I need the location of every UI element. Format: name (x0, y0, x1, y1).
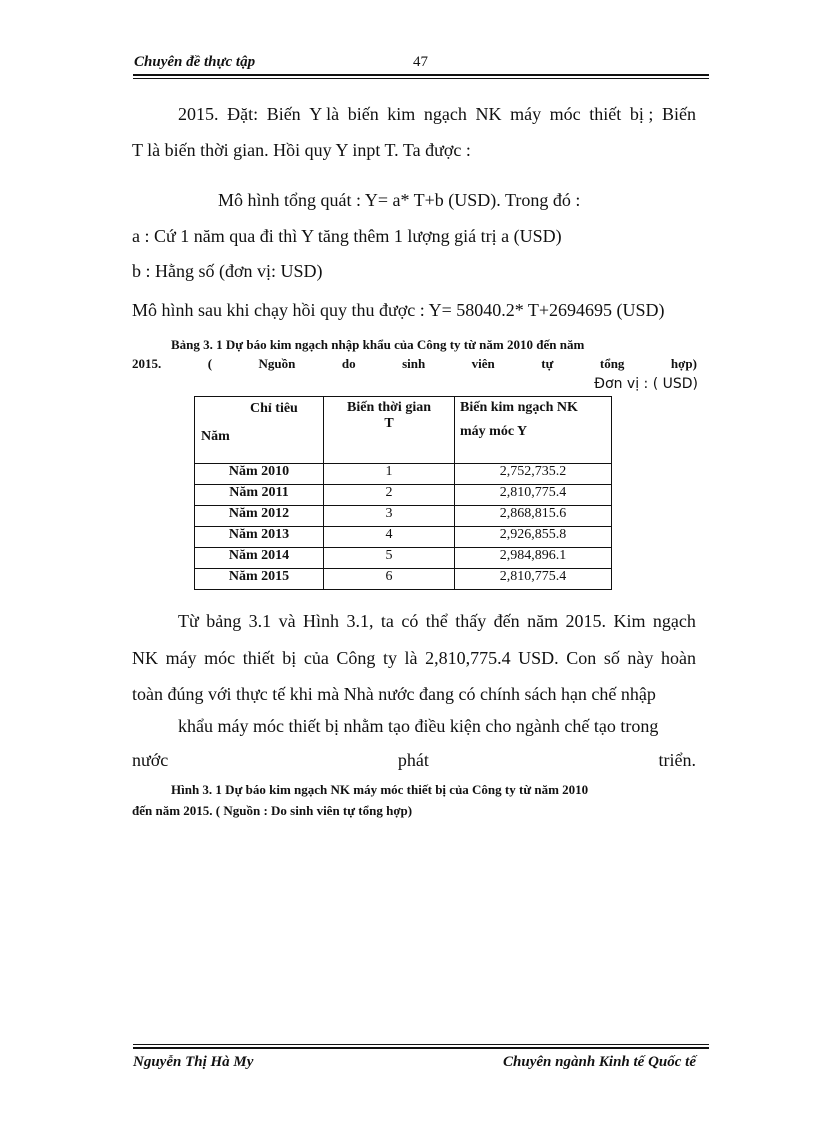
model-general: Mô hình tổng quát : Y= a* T+b (USD). Trong đó : (218, 190, 581, 210)
figure-caption-line2: đến năm 2015. ( Nguồn : Do sinh viên tự tổng hợp) (132, 803, 413, 818)
word: thể (425, 611, 448, 631)
word: hoàn (660, 648, 696, 668)
cell-y: 2,868,815.6 (455, 506, 612, 527)
word: máy (165, 648, 197, 668)
word: USD. (518, 648, 559, 668)
word: Kim (613, 611, 646, 631)
header-rule-thin (133, 78, 709, 79)
word: bị (282, 648, 297, 668)
header-import-line1: Biến kim ngạch NK (460, 400, 578, 415)
table-row (195, 548, 612, 569)
word: năm (527, 611, 559, 631)
header-cell-import (455, 397, 612, 464)
word: biến (347, 104, 379, 124)
figure-caption-line1: Hình 3. 1 Dự báo kim ngạch NK máy móc thiết bị của Công ty từ năm 2010 (171, 782, 589, 797)
cell-t: 1 (324, 464, 455, 485)
cell-y: 2,926,855.8 (455, 527, 612, 548)
word: có (401, 611, 419, 631)
word: tự (541, 356, 554, 371)
word: thiết (589, 104, 622, 124)
header-year-label: Năm (201, 429, 230, 444)
word: sinh (402, 356, 426, 371)
cell-t: 2 (324, 485, 455, 506)
definition-b: b : Hằng số (đơn vị: USD) (132, 261, 323, 281)
forecast-table (194, 396, 612, 590)
word: 2015. (132, 356, 162, 371)
word: NK (475, 104, 502, 124)
word: máy (510, 104, 542, 124)
cell-year: Năm 2013 (195, 527, 324, 548)
word: đến (493, 611, 520, 631)
word: bảng (206, 611, 242, 631)
footer-author: Nguyễn Thị Hà My (133, 1054, 254, 1070)
table-header-row (195, 397, 612, 464)
header-indicator-label: Chỉ tiêu (250, 401, 298, 416)
conclusion-line2 (132, 648, 696, 669)
word: Công (336, 648, 376, 668)
word: ty (382, 648, 397, 668)
word: triển. (658, 750, 696, 770)
cell-year: Năm 2015 (195, 569, 324, 590)
header-time-line2: T (384, 416, 394, 431)
word: ( (207, 356, 213, 371)
word: của (303, 648, 329, 668)
word: ta (380, 611, 394, 631)
conclusion-line3: toàn đúng với thực tế khi mà Nhà nước đang có chính sách hạn chế nhập (132, 684, 656, 704)
footer-rule-thin (133, 1044, 709, 1045)
cell-y: 2,984,896.1 (455, 548, 612, 569)
conclusion-line4: khẩu máy móc thiết bị nhằm tạo điều kiện cho ngành chế tạo trong (178, 716, 659, 736)
word: móc (549, 104, 581, 124)
word: là (404, 648, 418, 668)
word: ngạch (652, 611, 696, 631)
word: viên (471, 356, 495, 371)
cell-y: 2,810,775.4 (455, 485, 612, 506)
table-caption-line1: Bảng 3. 1 Dự báo kim ngạch nhập khẩu của Công ty từ năm 2010 đến năm (171, 337, 585, 352)
cell-y: 2,752,735.2 (455, 464, 612, 485)
word: Hình (303, 611, 340, 631)
cell-year: Năm 2011 (195, 485, 324, 506)
word: tổng (599, 356, 625, 371)
word: hợp) (670, 356, 697, 371)
cell-year: Năm 2012 (195, 506, 324, 527)
word: kim (387, 104, 416, 124)
word: 2015. (178, 104, 219, 124)
para1-line1 (178, 104, 696, 125)
definition-a: a : Cứ 1 năm qua đi thì Y tăng thêm 1 lượng giá trị a (USD) (132, 226, 562, 246)
running-header-title: Chuyên đề thực tập (134, 54, 256, 70)
header-cell-time (324, 397, 455, 464)
header-import-line2: máy móc Y (460, 424, 528, 439)
word: nước (132, 750, 169, 770)
conclusion-line5 (132, 750, 696, 771)
word: 2,810,775.4 (425, 648, 511, 668)
word: Y là (309, 104, 340, 124)
word: Biến (661, 104, 696, 124)
table-row (195, 506, 612, 527)
header-cell-indicator (195, 397, 324, 464)
table-row (195, 569, 612, 590)
table-row (195, 464, 612, 485)
unit-label: Đơn vị : ( USD) (594, 376, 698, 392)
word: móc (204, 648, 236, 668)
word: NK (132, 648, 158, 668)
word: Từ (178, 611, 199, 631)
table-row (195, 485, 612, 506)
table-caption-line2 (132, 356, 697, 372)
word: ngạch (423, 104, 467, 124)
cell-t: 4 (324, 527, 455, 548)
word: 3.1 (248, 611, 272, 631)
word: 2015. (565, 611, 607, 631)
word: bị ; (629, 104, 654, 124)
footer-major: Chuyên ngành Kinh tế Quốc tế (503, 1054, 696, 1070)
conclusion-line1 (178, 611, 696, 632)
word: Đặt: (227, 104, 259, 124)
word: 3.1, (346, 611, 374, 631)
table-row (195, 527, 612, 548)
word: thiết (242, 648, 275, 668)
cell-t: 3 (324, 506, 455, 527)
page-number: 47 (413, 54, 428, 70)
cell-y: 2,810,775.4 (455, 569, 612, 590)
word: Biến (266, 104, 301, 124)
word: Con (566, 648, 597, 668)
word: Nguồn (258, 356, 296, 371)
word: số (603, 648, 620, 668)
header-rule (133, 74, 709, 76)
header-time-line1: Biến thời gian (347, 400, 431, 415)
footer-rule (133, 1047, 709, 1049)
word: do (341, 356, 356, 371)
model-result: Mô hình sau khi chạy hồi quy thu được : Y= 58040.2* T+2694695 (USD) (132, 300, 665, 320)
word: phát (397, 750, 429, 770)
para1-line2: T là biến thời gian. Hồi quy Y inpt T. Ta được : (132, 140, 471, 160)
cell-t: 5 (324, 548, 455, 569)
cell-t: 6 (324, 569, 455, 590)
word: thấy (455, 611, 487, 631)
word: và (278, 611, 296, 631)
word: này (627, 648, 654, 668)
cell-year: Năm 2014 (195, 548, 324, 569)
cell-year: Năm 2010 (195, 464, 324, 485)
